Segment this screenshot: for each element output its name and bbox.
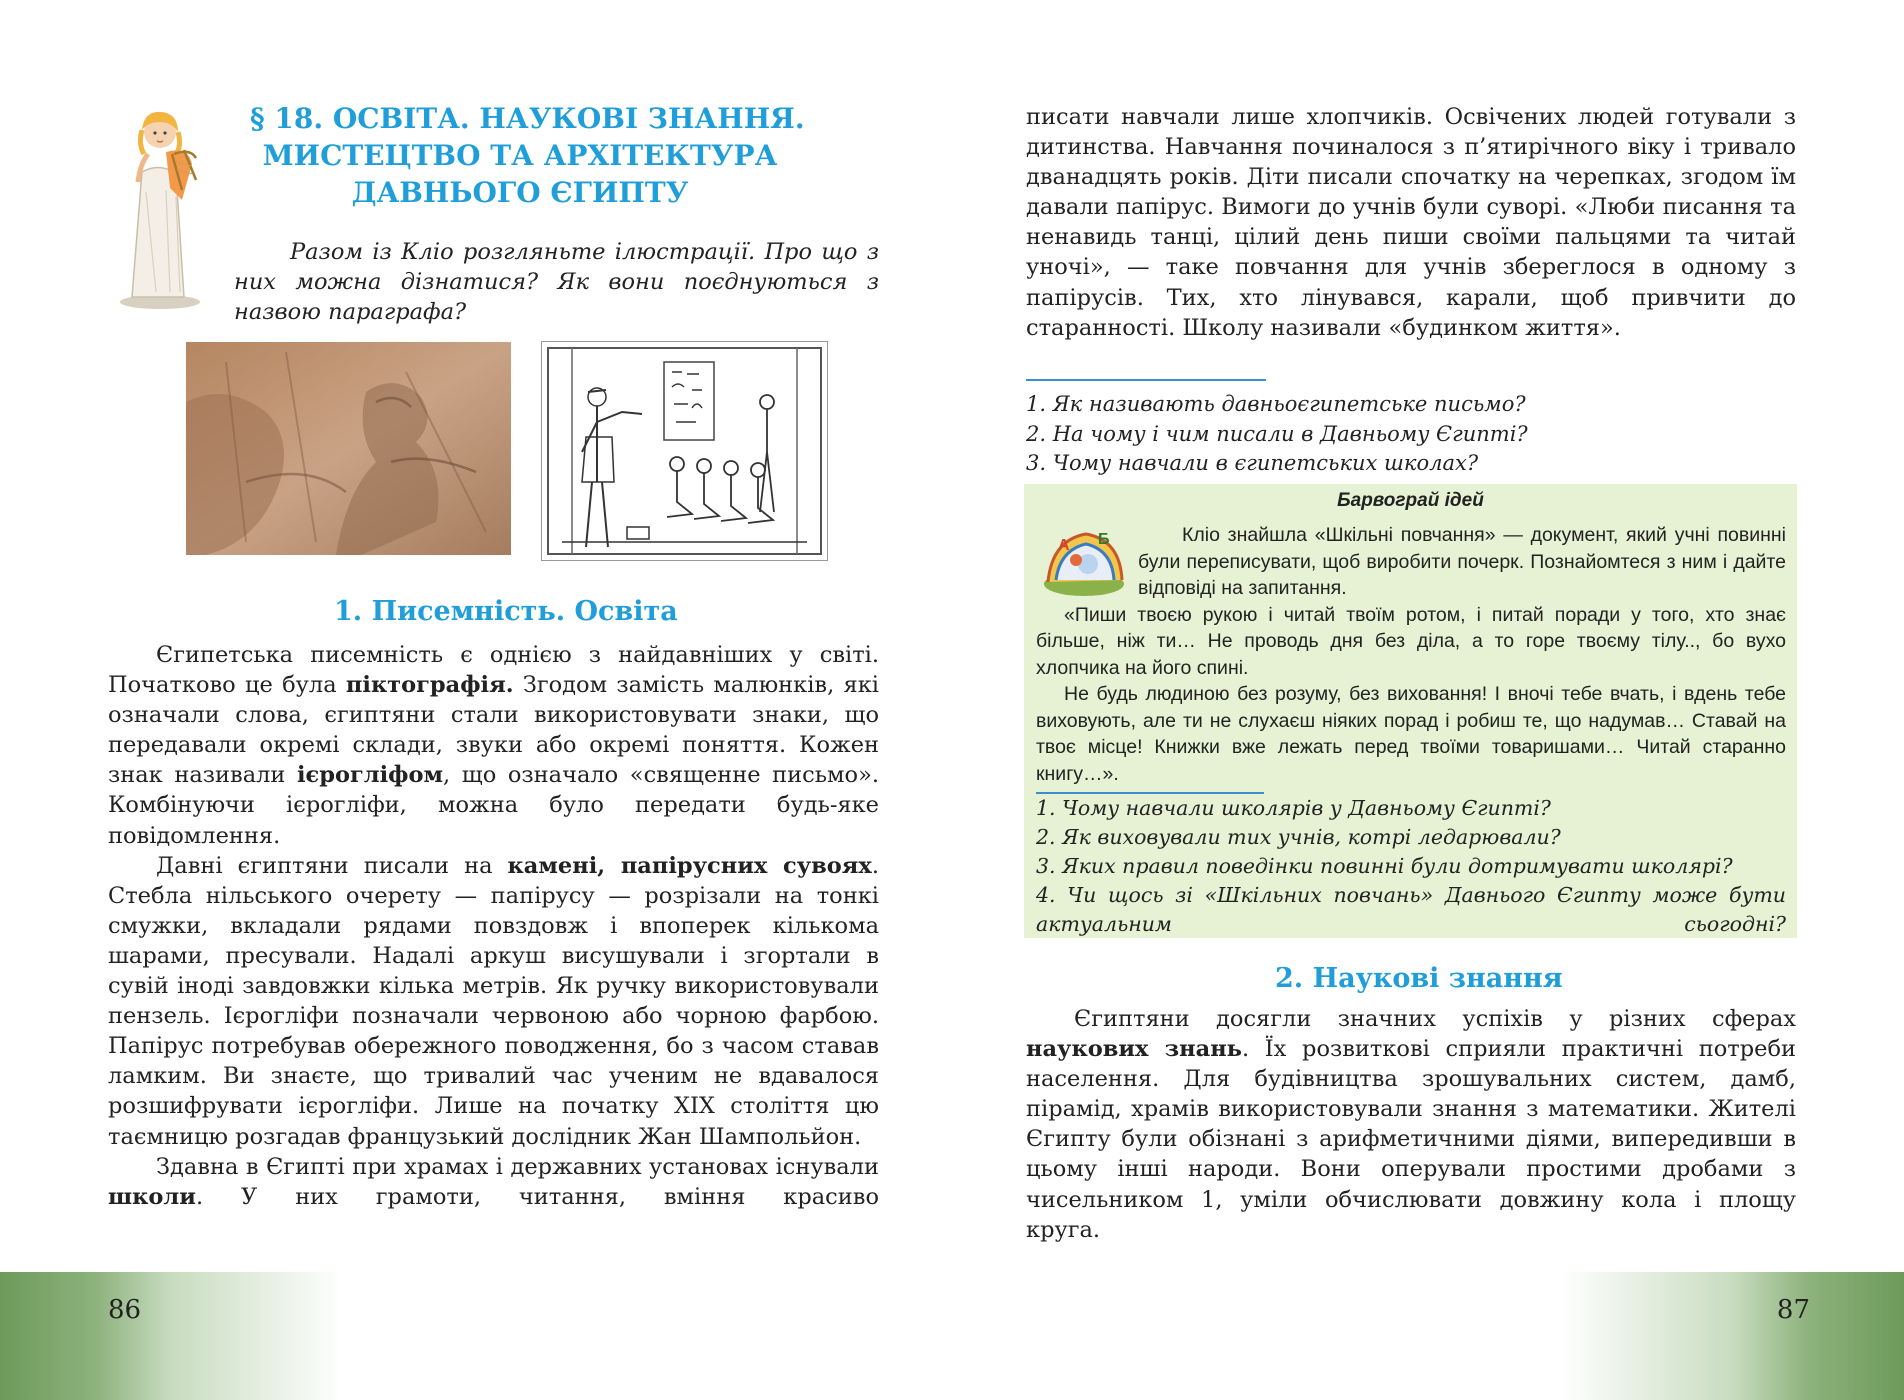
section-heading-writing: 1. Писемність. Освіта: [334, 596, 678, 627]
idea-box-text: [1036, 522, 1786, 787]
question: 3. Яких правил поведінки повинні були дотримувати школярі?: [1036, 854, 1733, 878]
review-questions: [1026, 390, 1528, 479]
idea-intro: Кліо знайшла «Шкільні повчання» — документ, який учні повинні були переписувати, щоб виробити почерк. Познайомтеся з ним і дайте відповіді на запитання.: [1138, 524, 1786, 599]
divider: [1026, 379, 1266, 381]
page-number-left: 86: [108, 1295, 142, 1325]
question: 2. Як виховували тих учнів, котрі ледарювали?: [1036, 825, 1561, 849]
clio-muse-illustration: [112, 102, 220, 310]
title-line: МИСТЕЦТВО ТА АРХІТЕКТУРА: [262, 139, 778, 172]
paragraph: Єгипетська писемність є однією з найдавніших у світі. Початково це була піктографія. Згодом замість малюнків, які означали слова, єгиптяни стали використовувати знаки, що передавали окремі склади, звуки або окремі поняття. Кожен знак називали ієрогліфом, що означало «священне письмо». Комбінуючи ієрогліфи, можна було передати будь-яке повідомлення.: [108, 642, 879, 849]
paragraph: Здавна в Єгипті при храмах і державних установах існували школи. У них грамоти, читання, вміння красиво: [108, 1153, 879, 1210]
relief-photo: [186, 342, 511, 555]
paragraph-title: [250, 100, 805, 211]
section-heading-science: 2. Наукові знання: [1275, 963, 1563, 994]
question: 3. Чому навчали в єгипетських школах?: [1026, 451, 1479, 475]
question: 1. Чому навчали школярів у Давньому Єгипті?: [1036, 796, 1551, 820]
question: 1. Як називають давньоєгипетське письмо?: [1026, 392, 1526, 416]
intro-text: Разом із Кліо розгляньте ілюстрації. Про що з них можна дізнатися? Як вони поєднуються з назвою параграфа?: [234, 239, 879, 325]
title-line: § 18. ОСВІТА. НАУКОВІ ЗНАННЯ.: [250, 102, 805, 135]
right-continuation-text: [1026, 102, 1796, 343]
idea-box: [1024, 484, 1797, 938]
paragraph: писати навчали лише хлопчиків. Освічених людей готували з дитинства. Навчання починалося з п’ятирічного віку і тривало дванадцять років. Діти писали спочатку на черепках, згодом їм давали папірус. Вимоги до учнів були суворі. «Люби писання та ненавидь танці, цілий день пиши своїми пальцями та читай уночі», — таке повчання для учнів збереглося в одному з папірусів. Тих, хто лінувався, карали, щоб привчити до старанності. Школу називали «будинком життя».: [1026, 104, 1796, 341]
idea-quote: «Пиши твоєю рукою і читай твоїм ротом, і питай поради у того, хто знає більше, ніж ти… Не проводь дня без діла, а то горе твоєму тілу.., бо вухо хлопчика на його спині.: [1036, 603, 1786, 679]
footer-band-right: [952, 1272, 1904, 1400]
idea-box-questions: [1036, 794, 1786, 939]
idea-box-title: Барвограй ідей: [1337, 490, 1484, 511]
page-number-right: 87: [1776, 1295, 1810, 1325]
left-body-text: [108, 640, 879, 1212]
egyptian-school-drawing: [541, 341, 828, 561]
paragraph: Єгиптяни досягли значних успіхів у різних сферах наукових знань. Їх розвиткові сприяли практичні потреби населення. Для будівництва зрошувальних систем, дамб, пірамід, храмів використовували знання з математики. Жителі Єгипту були обізнані з арифметичними діями, випередивши в цьому інші народи. Вони оперували простими дробами з чисельником 1, уміли обчислювати довжину кола і площу круга.: [1026, 1006, 1796, 1243]
question: 4. Чи щось зі «Шкільних повчань» Давнього Єгипту може бути актуальним сьогодні?: [1036, 883, 1786, 936]
svg-text:A: A: [1058, 537, 1070, 554]
title-line: ДАВНЬОГО ЄГИПТУ: [351, 176, 689, 209]
footer-band-left: [0, 1272, 952, 1400]
idea-quote: Не будь людиною без розуму, без виховання! І вночі тебе вчать, і вдень тебе виховують, але ти не слухаєш ніяких порад і робиш те, що надумав… Ставай на твоє місце! Книжки вже лежать перед твоїми товаришами… Читай старанно книгу…».: [1036, 683, 1786, 785]
question: 2. На чому і чим писали в Давньому Єгипті?: [1026, 421, 1528, 446]
right-body-text: [1026, 1004, 1796, 1245]
svg-text:Б: Б: [1098, 531, 1110, 548]
paragraph: Давні єгиптяни писали на камені, папірусних сувоях. Стебла нільського очерету — папірусу — розрізали на тонкі смужки, вкладали рядами повздовж і впоперек кількома шарами, пресували. Надалі аркуш висушували і згортали в сувій іноді завдовжки кілька метрів. Як ручку використовували пензель. Ієрогліфи позначали червоною або чорною фарбою. Папірус потребував обережного поводження, бо з часом ставав ламким. Ви знаєте, що тривалий час ученим не вдавалося розшифрувати ієрогліфи. Лише на початку XIX століття цю таємницю розгадав французький дослідник Жан Шампольйон.: [108, 852, 879, 1150]
